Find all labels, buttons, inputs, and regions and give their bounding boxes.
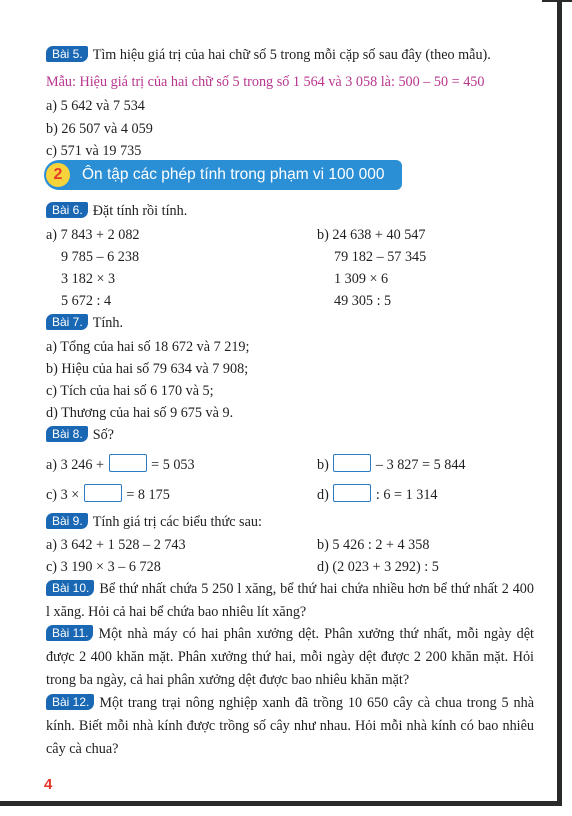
answer-box-b[interactable] bbox=[333, 454, 371, 472]
exercise-8-row-2 bbox=[46, 484, 438, 504]
exercise-8-row-1 bbox=[46, 454, 466, 474]
exercise-9-row-2 bbox=[46, 558, 439, 576]
exercise-12 bbox=[46, 692, 534, 761]
exercise-8-prompt bbox=[46, 426, 114, 444]
exercise-5-item-c: c) 571 và 19 735 bbox=[46, 143, 142, 159]
exercise-6-row-1 bbox=[46, 226, 426, 244]
exercise-9-prompt bbox=[46, 513, 262, 531]
exercise-6-right-2: 79 182 – 57 345 bbox=[334, 249, 427, 265]
section-title: Ôn tập các phép tính trong phạm vi 100 000 bbox=[82, 166, 385, 183]
exercise-7-badge: Bài 7. bbox=[46, 314, 88, 330]
exercise-8-c-pre: c) 3 × bbox=[46, 487, 80, 503]
exercise-5-sample: Mẫu: Hiệu giá trị của hai chữ số 5 trong số 1 564 và 3 058 là: 500 – 50 = 450 bbox=[46, 74, 485, 90]
exercise-9-c: c) 3 190 × 3 – 6 728 bbox=[46, 559, 161, 575]
exercise-10 bbox=[46, 578, 534, 624]
exercise-6-left-1: a) 7 843 + 2 082 bbox=[46, 227, 140, 243]
section-number: 2 bbox=[46, 163, 70, 187]
exercise-6-left-4: 5 672 : 4 bbox=[61, 293, 112, 309]
answer-box-a[interactable] bbox=[109, 454, 147, 472]
exercise-6-row-2 bbox=[46, 248, 427, 266]
exercise-6-badge: Bài 6. bbox=[46, 202, 88, 218]
exercise-8-text: Số? bbox=[92, 427, 114, 443]
exercise-5-text: Tìm hiệu giá trị của hai chữ số 5 trong mỗi cặp số sau đây (theo mẫu). bbox=[92, 47, 491, 63]
exercise-8-b-post: – 3 827 = 5 844 bbox=[375, 457, 466, 473]
exercise-11 bbox=[46, 623, 534, 692]
exercise-10-badge: Bài 10. bbox=[46, 580, 94, 596]
exercise-9-d: d) (2 023 + 3 292) : 5 bbox=[317, 559, 439, 575]
page-frame-top bbox=[542, 0, 572, 2]
exercise-7-item-a: a) Tổng của hai số 18 672 và 7 219; bbox=[46, 339, 250, 355]
exercise-6-right-1: b) 24 638 + 40 547 bbox=[317, 227, 426, 243]
answer-box-c[interactable] bbox=[84, 484, 122, 502]
exercise-6-right-4: 49 305 : 5 bbox=[334, 293, 392, 309]
exercise-5-item-b: b) 26 507 và 4 059 bbox=[46, 121, 153, 137]
exercise-7-item-d: d) Thương của hai số 9 675 và 9. bbox=[46, 405, 234, 421]
exercise-12-text: Một trang trại nông nghiệp xanh đã trồng 10 650 cây cà chua trong 5 nhà kính. Biết mỗi nhà kính được trồng số cây như nhau. Hỏi mỗi nhà kính có bao nhiêu cây cà chua? bbox=[46, 695, 534, 757]
exercise-6-text: Đặt tính rồi tính. bbox=[92, 203, 188, 219]
exercise-11-text: Một nhà máy có hai phân xưởng dệt. Phân xưởng thứ nhất, mỗi ngày dệt được 2 400 khăn mặt. Phân xưởng thứ hai, mỗi ngày dệt được 2 200 khăn mặt. Hỏi trong ba ngày, cả hai phân xưởng dệt được bao nhiêu khăn mặt? bbox=[46, 626, 534, 688]
exercise-7-item-b: b) Hiệu của hai số 79 634 và 7 908; bbox=[46, 361, 249, 377]
exercise-6-row-4 bbox=[46, 292, 392, 310]
exercise-8-a-post: = 5 053 bbox=[151, 457, 195, 473]
exercise-8-d-pre: d) bbox=[317, 487, 329, 503]
exercise-9-text: Tính giá trị các biểu thức sau: bbox=[92, 514, 262, 530]
exercise-7-text: Tính. bbox=[92, 315, 124, 331]
page-number: 4 bbox=[44, 776, 53, 793]
exercise-5-item-a: a) 5 642 và 7 534 bbox=[46, 98, 145, 114]
answer-box-d[interactable] bbox=[333, 484, 371, 502]
exercise-5-badge: Bài 5. bbox=[46, 46, 88, 62]
exercise-9-badge: Bài 9. bbox=[46, 513, 88, 529]
exercise-8-a-pre: a) 3 246 + bbox=[46, 457, 105, 473]
exercise-8-badge: Bài 8. bbox=[46, 426, 88, 442]
exercise-8-b-pre: b) bbox=[317, 457, 329, 473]
exercise-8-d-post: : 6 = 1 314 bbox=[375, 487, 438, 503]
exercise-5-prompt bbox=[46, 46, 491, 64]
section-header bbox=[44, 160, 402, 190]
exercise-6-row-3 bbox=[46, 270, 389, 288]
exercise-6-right-3: 1 309 × 6 bbox=[334, 271, 389, 287]
exercise-9-b: b) 5 426 : 2 + 4 358 bbox=[317, 537, 430, 553]
exercise-6-prompt bbox=[46, 202, 187, 220]
exercise-10-text: Bể thứ nhất chứa 5 250 l xăng, bể thứ hai chứa nhiều hơn bể thứ nhất 2 400 l xăng. Hỏi cả hai bể chứa bao nhiêu lít xăng? bbox=[46, 581, 534, 620]
exercise-12-badge: Bài 12. bbox=[46, 694, 94, 710]
exercise-9-a: a) 3 642 + 1 528 – 2 743 bbox=[46, 537, 186, 553]
exercise-6-left-3: 3 182 × 3 bbox=[61, 271, 116, 287]
exercise-6-left-2: 9 785 – 6 238 bbox=[61, 249, 140, 265]
exercise-9-row-1 bbox=[46, 536, 430, 554]
exercise-7-item-c: c) Tích của hai số 6 170 và 5; bbox=[46, 383, 214, 399]
exercise-11-badge: Bài 11. bbox=[46, 625, 93, 641]
exercise-7-prompt bbox=[46, 314, 123, 332]
exercise-8-c-post: = 8 175 bbox=[126, 487, 170, 503]
